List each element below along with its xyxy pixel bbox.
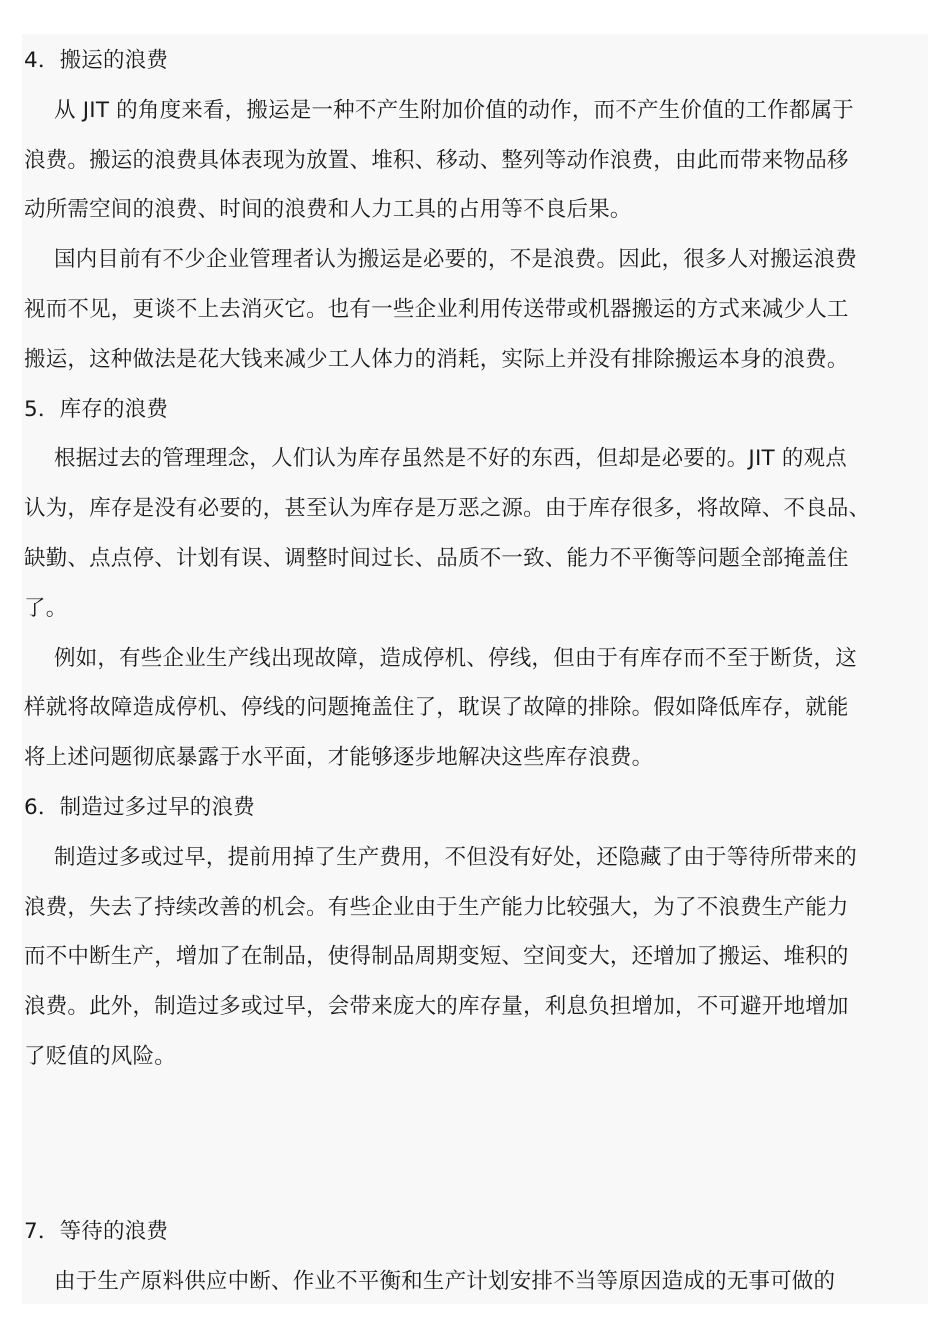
paragraph-line: 了贬值的风险。	[24, 1043, 176, 1069]
paragraph-line: 视而不见，更谈不上去消灭它。也有一些企业利用传送带或机器搬运的方式来减少人工	[24, 296, 849, 322]
paragraph-line: 国内目前有不少企业管理者认为搬运是必要的，不是浪费。因此，很多人对搬运浪费	[54, 247, 857, 273]
paragraph-line: 将上述问题彻底暴露于水平面，才能够逐步地解决这些库存浪费。	[24, 745, 654, 771]
paragraph-line: 样就将故障造成停机、停线的问题掩盖住了，耽误了故障的排除。假如降低库存，就能	[24, 695, 849, 721]
section-heading: 7．等待的浪费	[24, 1218, 169, 1244]
section-heading: 6．制造过多过早的浪费	[24, 794, 255, 820]
paragraph-line: 根据过去的管理理念，人们认为库存虽然是不好的东西，但却是必要的。JIT 的观点	[54, 446, 847, 472]
paragraph-line: 例如，有些企业生产线出现故障，造成停机、停线，但由于有库存而不至于断货，这	[54, 645, 857, 671]
paragraph-line: 而不中断生产，增加了在制品，使得制品周期变短、空间变大，还增加了搬运、堆积的	[24, 944, 849, 970]
paragraph-line: 由于生产原料供应中断、作业不平衡和生产计划安排不当等原因造成的无事可做的	[54, 1268, 836, 1294]
paragraph-line: 缺勤、点点停、计划有误、调整时间过长、品质不一致、能力不平衡等问题全部掩盖住	[24, 545, 849, 571]
section-heading: 5．库存的浪费	[24, 396, 169, 422]
paragraph-line: 了。	[24, 595, 68, 621]
paragraph-line: 浪费，失去了持续改善的机会。有些企业由于生产能力比较强大，为了不浪费生产能力	[24, 894, 849, 920]
paragraph-line: 认为，库存是没有必要的，甚至认为库存是万恶之源。由于库存很多，将故障、不良品、	[24, 496, 871, 522]
blank-spacer	[24, 1082, 914, 1207]
paragraph-line: 搬运，这种做法是花大钱来减少工人体力的消耗，实际上并没有排除搬运本身的浪费。	[24, 346, 849, 372]
paragraph-line: 浪费。搬运的浪费具体表现为放置、堆积、移动、整列等动作浪费，由此而带来物品移	[24, 147, 849, 173]
paragraph-line: 从 JIT 的角度来看，搬运是一种不产生附加价值的动作，而不产生价值的工作都属于	[54, 97, 854, 123]
paragraph-line: 动所需空间的浪费、时间的浪费和人力工具的占用等不良后果。	[24, 197, 632, 223]
section-heading: 4．搬运的浪费	[24, 48, 169, 73]
paragraph-line: 浪费。此外，制造过多或过早，会带来庞大的库存量，利息负担增加，不可避开地增加	[24, 994, 849, 1020]
document-body	[24, 36, 914, 1306]
paragraph-line: 制造过多或过早，提前用掉了生产费用，不但没有好处，还隐藏了由于等待所带来的	[54, 844, 857, 870]
